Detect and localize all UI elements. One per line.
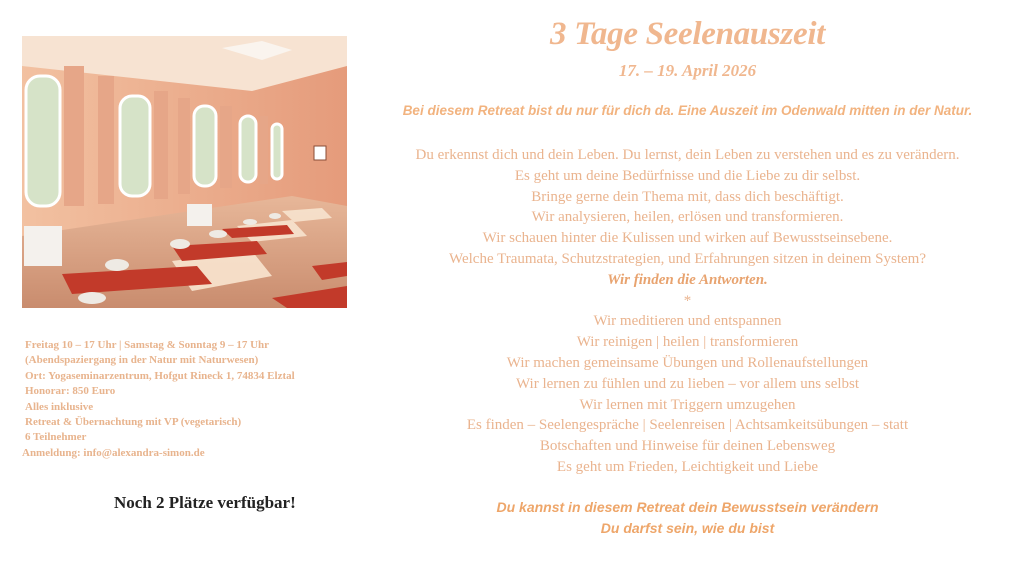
availability-text: Noch 2 Plätze verfügbar! xyxy=(114,493,296,512)
answer-line: Wir finden die Antworten. xyxy=(607,271,768,288)
body-line: Wir schauen hinter die Kulissen und wirken auf Bewusstseinsebene. xyxy=(482,230,893,247)
schedule-text: Freitag 10 – 17 Uhr | Samstag & Sonntag 9 – 17 Uhr xyxy=(25,339,270,351)
body-line: Wir lernen zu fühlen und zu lieben – vor allem uns selbst xyxy=(515,375,860,392)
registration-text: Anmeldung: info@alexandra-simon.de xyxy=(22,446,205,459)
intro-text: Bei diesem Retreat bist du nur für dich da. Eine Auszeit im Odenwald mitten in der Natur. xyxy=(402,103,973,118)
body-line: Welche Traumata, Schutzstrategien, und Erfahrungen sitzen in deinem System? xyxy=(449,250,926,267)
separator-star: * xyxy=(683,292,692,309)
body-line: Wir meditieren und entspannen xyxy=(593,313,782,330)
walk-text: (Abendspaziergang in der Natur mit Naturwesen) xyxy=(25,354,259,367)
body-line: Du erkennst dich und dein Leben. Du lernst, dein Leben zu verstehen und es zu verändern. xyxy=(415,147,960,163)
lodging-text: Retreat & Übernachtung mit VP (vegetarisch) xyxy=(25,416,242,429)
body-line: Es finden – Seelengespräche | Seelenreisen | Achtsamkeitsübungen – statt xyxy=(466,417,909,434)
event-dates: 17. – 19. April 2026 xyxy=(618,61,757,80)
yoga-room-illustration xyxy=(22,36,347,308)
body-line: Wir reinigen | heilen | transformieren xyxy=(576,334,799,351)
closing-line-2: Du darfst sein, wie du bist xyxy=(600,520,775,536)
closing-text xyxy=(355,497,1020,539)
fee-text: Honorar: 850 Euro xyxy=(25,385,116,398)
yoga-room-photo xyxy=(22,36,347,308)
body-text xyxy=(355,145,1020,478)
participants-text: 6 Teilnehmer xyxy=(25,431,87,444)
inclusive-text: Alles inklusive xyxy=(25,400,94,413)
body-line: Es geht um Frieden, Leichtigkeit und Liebe xyxy=(556,458,819,475)
location-text: Ort: Yogaseminarzentrum, Hofgut Rineck 1, 74834 Elztal xyxy=(25,369,295,382)
body-line: Wir analysieren, heilen, erlösen und transformieren. xyxy=(531,209,844,226)
body-line: Wir machen gemeinsame Übungen und Rollenaufstellungen xyxy=(506,354,869,371)
page-title: 3 Tage Seelenauszeit xyxy=(549,16,826,52)
closing-line-1: Du kannst in diesem Retreat dein Bewusstsein verändern xyxy=(496,499,879,515)
body-line: Bringe gerne dein Thema mit, dass dich beschäftigt. xyxy=(531,188,844,205)
event-info xyxy=(22,338,365,461)
body-line: Botschaften und Hinweise für deinen Lebensweg xyxy=(539,438,836,455)
body-line: Es geht um deine Bedürfnisse und die Liebe zu dir selbst. xyxy=(514,167,861,184)
body-line: Wir lernen mit Triggern umzugehen xyxy=(579,396,796,413)
